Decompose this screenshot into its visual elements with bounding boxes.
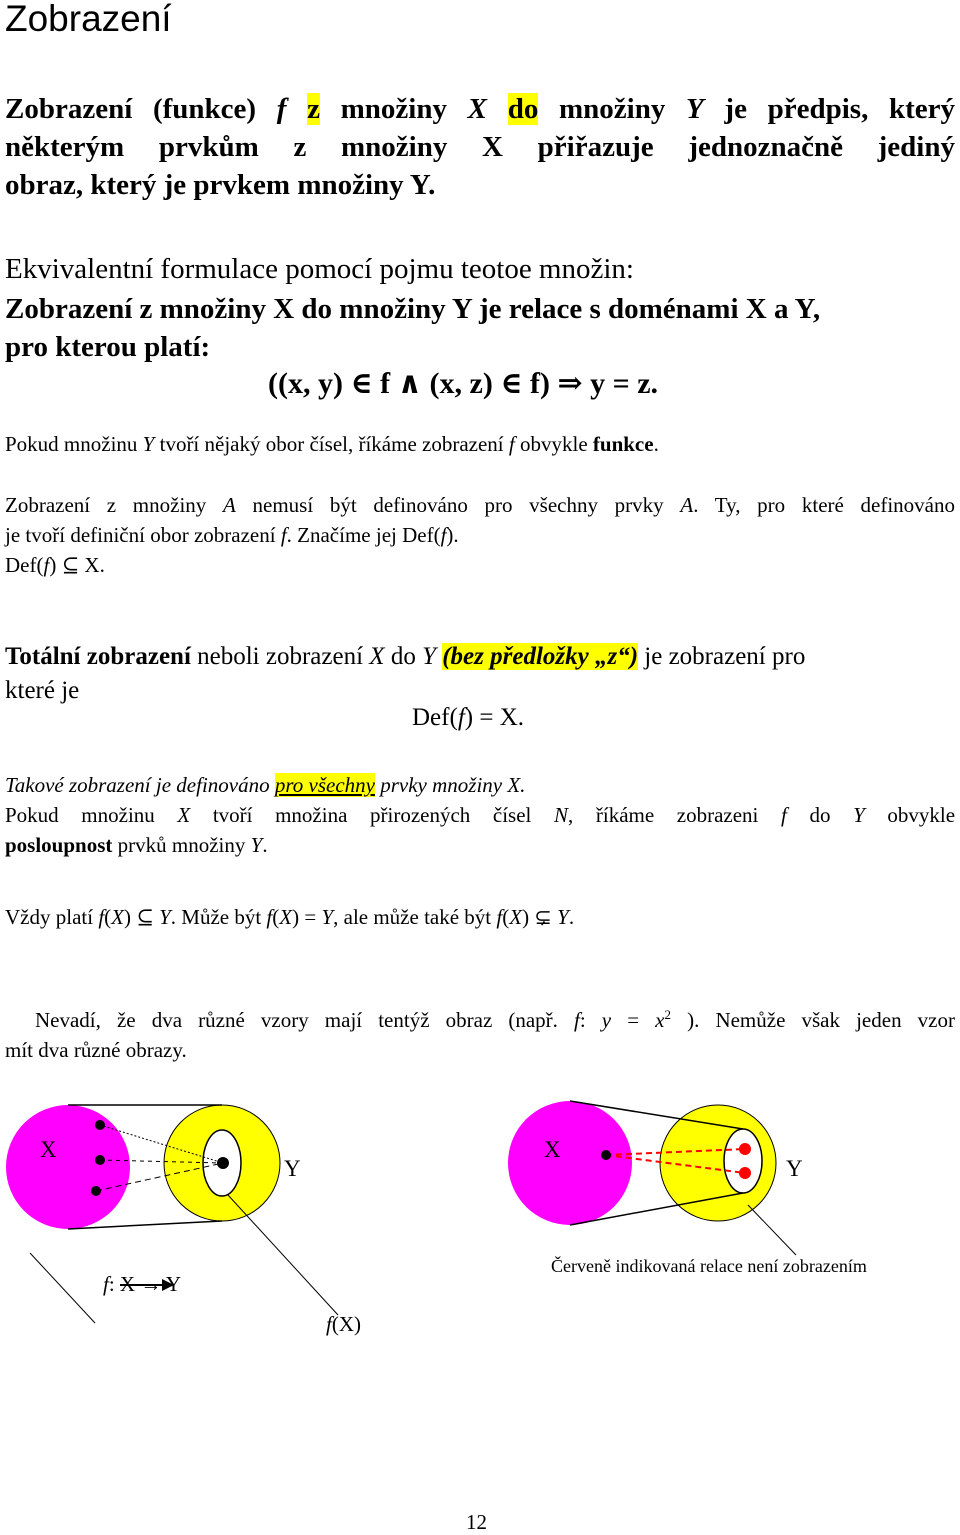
definition-line-1: Zobrazení (funkce) f z množiny X do množiny Y je předpis, který <box>5 93 956 125</box>
image-subset-paragraph: Vždy platí f(X) ⊆ Y. Může být f(X) = Y, ale může také být f(X) ⊊ Y. <box>5 905 575 929</box>
all-elements-paragraph: Takové zobrazení je definováno pro všechny prvky množiny X. Pokud množinu X tvoří množina přirozených čísel N, říkáme zobrazeni f do Y obvykle posloupnost prvků množiny Y. <box>5 773 956 857</box>
label-invalid-relation: Červeně indikovaná relace není zobrazením <box>551 1256 867 1276</box>
highlight-without-preposition: (bez předložky „z“) <box>442 643 639 670</box>
image-point <box>217 1157 229 1169</box>
domain-point <box>601 1150 611 1160</box>
equivalent-line-2: Zobrazení z množiny X do množiny Y je relace s doménami X a Y, <box>5 293 821 325</box>
mapping-diagram <box>0 1085 960 1385</box>
label-set-x-left: X <box>40 1137 57 1162</box>
term-total-mapping: Totální zobrazení <box>5 643 191 670</box>
image-point-red <box>739 1143 751 1155</box>
highlight-z: z <box>307 93 320 125</box>
definition-line-3: obraz, který je prvkem množiny Y. <box>5 169 436 201</box>
function-formula: ((x, y) ∈ f ∧ (x, z) ∈ f) ⇒ y = z. <box>268 367 659 400</box>
equivalent-heading: Ekvivalentní formulace pomocí pojmu teotoe množin: <box>5 253 634 285</box>
label-image: f(X) <box>326 1312 361 1336</box>
label-set-y-left: Y <box>284 1156 301 1181</box>
label-mapping: f: X → Y <box>103 1272 181 1296</box>
domain-set-left <box>6 1105 130 1229</box>
total-mapping-paragraph: Totální zobrazení neboli zobrazení X do Y (bez předložky „z“) je zobrazení pro které je <box>5 643 806 704</box>
definition-line-2: některým prvkům z množiny X přiřazuje jednoznačně jediný <box>5 131 955 163</box>
total-domain-equation: Def(f) = X. <box>412 704 524 731</box>
page-number: 12 <box>466 1510 487 1534</box>
preimage-paragraph: Nevadí, že dva různé vzory mají tentýž obraz (např. f: $y = x^2$ ). Nemůže však jeden vzor mít dva různé obrazy. <box>5 1007 955 1062</box>
image-set-right <box>724 1129 762 1193</box>
label-set-y-right: Y <box>786 1156 803 1181</box>
page-title: Zobrazení <box>5 0 172 39</box>
invalid-relation-diagram <box>508 1101 796 1255</box>
highlight-do: do <box>507 93 539 125</box>
definition-paragraph <box>5 90 955 204</box>
equivalent-line-3: pro kterou platí: <box>5 331 211 363</box>
domain-point <box>95 1120 105 1130</box>
highlight-for-all: pro všechny <box>274 773 375 797</box>
label-set-x-right: X <box>544 1137 561 1162</box>
domain-point <box>91 1186 101 1196</box>
domain-set-right <box>508 1101 632 1225</box>
image-point-red <box>739 1167 751 1179</box>
domain-point <box>95 1155 105 1165</box>
domain-paragraph: Zobrazení z množiny A nemusí být definováno pro všechny prvky A. Ty, pro které definováno je tvoří definiční obor zobrazení f. Značíme jej Def(f). Def(f) ⊆ X. <box>5 493 955 577</box>
numbers-paragraph: Pokud množinu Y tvoří nějaký obor čísel, říkáme zobrazení f obvykle funkce. <box>5 432 659 456</box>
